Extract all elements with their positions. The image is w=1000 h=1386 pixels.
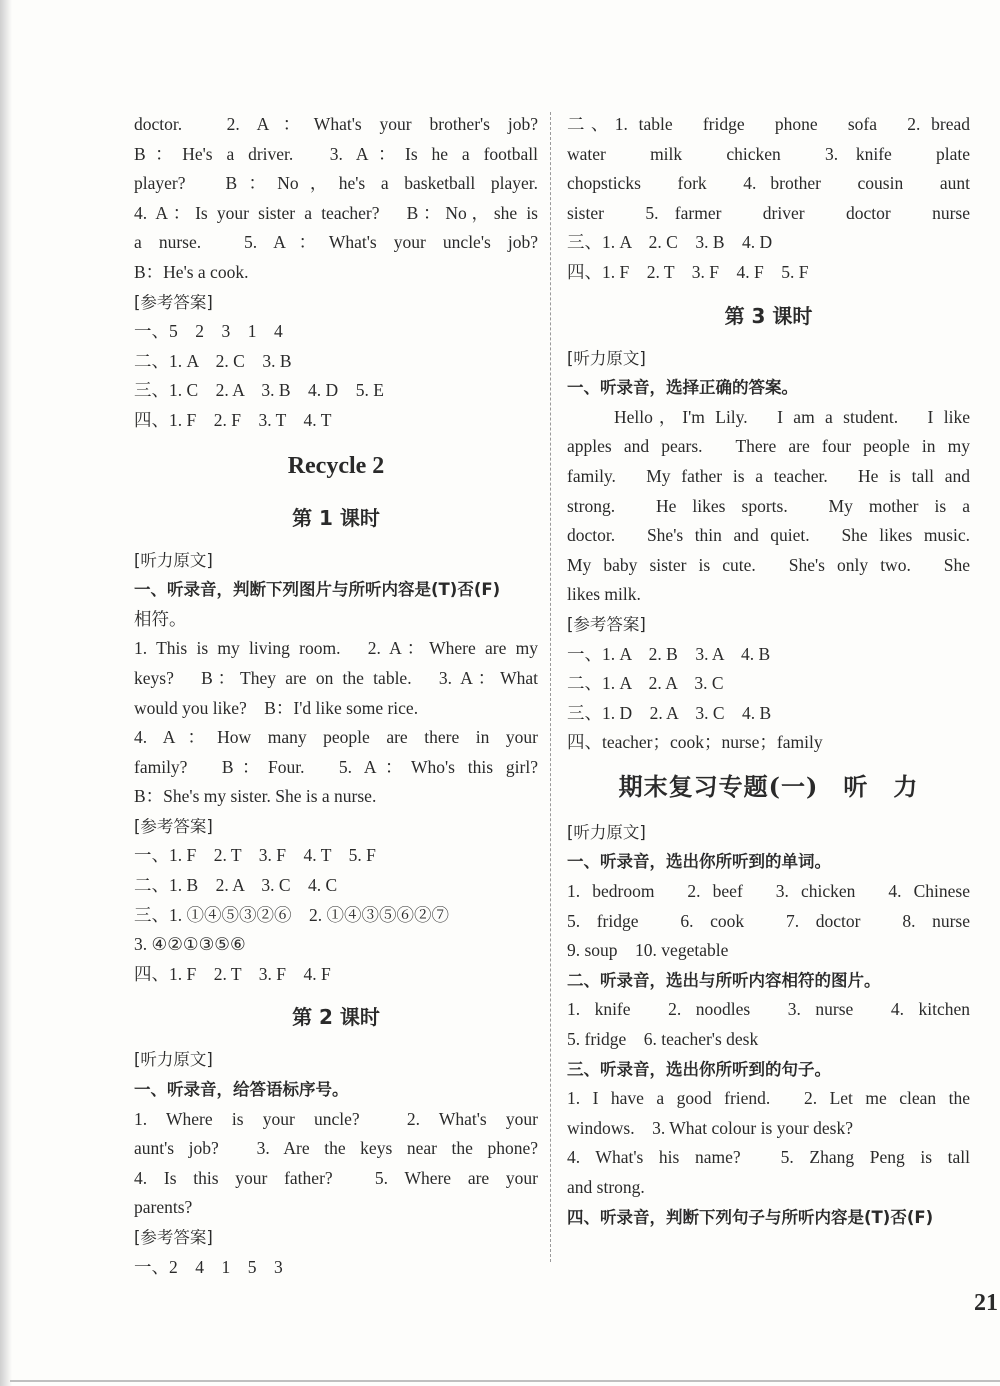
- text-line: 1. I have a good friend. 2. Let me clean the: [567, 1088, 970, 1109]
- answer-line: 一、2 4 1 5 3: [134, 1256, 283, 1277]
- section-instruction: 一、听录音，判断下列图片与所听内容是(T)否(F): [134, 580, 501, 600]
- passage-line: family. My father is a teacher. He is tall and: [567, 465, 970, 486]
- text-line: 1. bedroom 2. beef 3. chicken 4. Chinese: [567, 881, 970, 902]
- section-instruction: 一、听录音，选择正确的答案。: [567, 378, 798, 398]
- text-line: chopsticks fork 4. brother cousin aunt: [567, 173, 970, 194]
- answer-label: [参考答案]: [134, 292, 213, 312]
- answer-line: 一、5 2 3 1 4: [134, 321, 283, 342]
- section-instruction: 一、听录音，选出你所听到的单词。: [567, 852, 831, 872]
- answer-label: [参考答案]: [134, 1228, 213, 1247]
- text-line: 二、1. table fridge phone sofa 2. bread: [567, 114, 970, 134]
- text-line: 4. A：How many people are there in your: [134, 727, 538, 748]
- section-instruction: 三、听录音，选出你所听到的句子。: [567, 1059, 831, 1079]
- listening-label: [听力原文]: [567, 822, 646, 842]
- answer-line: 二、1. B 2. A 3. C 4. C: [134, 875, 338, 896]
- listening-label: [听力原文]: [134, 1050, 213, 1070]
- answer-line: 3. ④②①③⑤⑥: [134, 934, 246, 955]
- answer-line: 三、1. C 2. A 3. B 4. D 5. E: [134, 380, 384, 401]
- text-line: family? B：Four. 5. A：Who's this girl?: [134, 756, 538, 777]
- answer-line: 四、teacher；cook；nurse；family: [567, 732, 823, 753]
- page-number: 21: [974, 1290, 998, 1316]
- answer-line: 一、1. F 2. T 3. F 4. T 5. F: [134, 845, 376, 866]
- section-instruction: 一、听录音，给答语标序号。: [134, 1080, 349, 1100]
- passage-line: Hello，I'm Lily. I am a student. I like: [567, 406, 970, 427]
- lesson-title: 第 1 课时: [292, 505, 380, 530]
- text-line: 1. This is my living room. 2. A：Where are my: [134, 638, 538, 659]
- answer-line: 四、1. F 2. F 3. T 4. T: [134, 409, 332, 430]
- page-bottom-edge: [10, 1380, 1000, 1382]
- text-line: B：He's a driver. 3. A：Is he a football: [134, 143, 538, 164]
- text-line: B：He's a cook.: [134, 261, 249, 282]
- right-column: [567, 110, 970, 1232]
- text-line: 1. knife 2. noodles 3. nurse 4. kitchen: [567, 999, 970, 1020]
- text-line: keys? B：They are on the table. 3. A：What: [134, 667, 538, 688]
- answer-line: 三、1. D 2. A 3. C 4. B: [567, 702, 772, 723]
- text-line: sister 5. farmer driver doctor nurse: [567, 202, 970, 223]
- lesson-title: 第 2 课时: [292, 1005, 380, 1030]
- listening-label: [听力原文]: [567, 348, 646, 368]
- text-line: would you like? B：I'd like some rice.: [134, 697, 419, 718]
- passage-line: apples and pears. There are four people in my: [567, 436, 970, 457]
- text-line: and strong.: [567, 1177, 645, 1197]
- page-binding-shadow: [0, 0, 12, 1386]
- answer-label: [参考答案]: [134, 816, 213, 836]
- text-line: 5. fridge 6. teacher's desk: [567, 1029, 759, 1050]
- review-title: 期末复习专题(一) 听 力: [618, 771, 919, 801]
- answer-line: 二、1. A 2. A 3. C: [567, 673, 724, 694]
- text-line: 5. fridge 6. cook 7. doctor 8. nurse: [567, 910, 970, 931]
- unit-title: Recycle 2: [287, 452, 385, 479]
- answer-line: 四、1. F 2. T 3. F 4. F 5. F: [567, 261, 809, 282]
- text-line: player? B：No，he's a basketball player.: [134, 173, 538, 194]
- text-line: 1. Where is your uncle? 2. What's your: [134, 1108, 538, 1129]
- text-line: 4. A：Is your sister a teacher? B：No，she is: [134, 202, 538, 223]
- text-line: windows. 3. What colour is your desk?: [567, 1117, 853, 1138]
- answer-line: 三、1. ①④⑤③②⑥ 2. ①④③⑤⑥②⑦: [134, 904, 449, 925]
- passage-line: likes milk.: [567, 584, 641, 605]
- answer-line: 二、1. A 2. C 3. B: [134, 350, 292, 371]
- text-line: parents?: [134, 1197, 193, 1218]
- passage-line: My baby sister is cute. She's only two. She: [567, 554, 970, 575]
- answer-line: 三、1. A 2. C 3. B 4. D: [567, 232, 773, 253]
- text-line: 4. Is this your father? 5. Where are your: [134, 1167, 538, 1188]
- answer-line: 一、1. A 2. B 3. A 4. B: [567, 643, 771, 664]
- passage-line: strong. He likes sports. My mother is a: [567, 495, 970, 516]
- answer-line: 四、1. F 2. T 3. F 4. F: [134, 963, 331, 984]
- text-line: aunt's job? 3. Are the keys near the phone?: [134, 1138, 538, 1159]
- text-line: a nurse. 5. A：What's your uncle's job?: [134, 232, 538, 253]
- section-instruction-cont: 相符。: [134, 608, 187, 629]
- column-divider: [550, 112, 551, 1262]
- text-line: doctor. 2. A：What's your brother's job?: [134, 114, 538, 134]
- text-line: 9. soup 10. vegetable: [567, 940, 729, 961]
- text-line: 4. What's his name? 5. Zhang Peng is tall: [567, 1147, 970, 1168]
- lesson-title: 第 3 课时: [724, 303, 813, 328]
- section-instruction: 四、听录音，判断下列句子与所听内容是(T)否(F): [567, 1207, 934, 1227]
- listening-label: [听力原文]: [134, 550, 213, 570]
- answer-label: [参考答案]: [567, 614, 646, 634]
- section-instruction: 二、听录音，选出与所听内容相符的图片。: [567, 970, 881, 990]
- text-line: water milk chicken 3. knife plate: [567, 143, 970, 164]
- passage-line: doctor. She's thin and quiet. She likes music.: [567, 525, 970, 546]
- left-column: [134, 110, 538, 1282]
- text-line: B：She's my sister. She is a nurse.: [134, 786, 377, 807]
